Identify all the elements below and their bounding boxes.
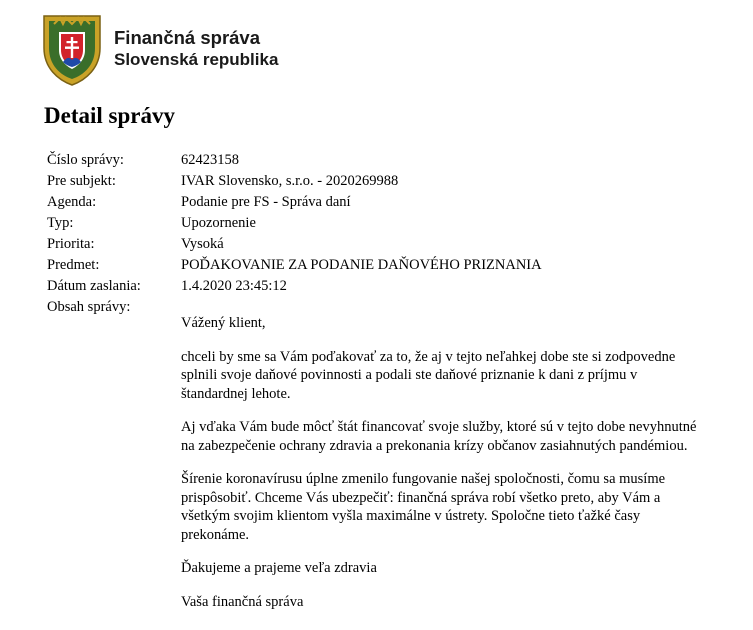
meta-row-topic (47, 255, 542, 276)
meta-label: Agenda: (47, 194, 97, 210)
meta-row-subject (47, 171, 542, 192)
message-paragraph: chceli by sme sa Vám poďakovať za to, že aj v tejto neľahkej dobe ste si zodpovedne splnili svoje daňové povinnosti a podali ste daňové priznanie k dani z príjmu v štandardnej lehote. (181, 348, 676, 402)
meta-label: Predmet: (47, 257, 100, 273)
meta-row-date (47, 276, 542, 297)
message-paragraph: Aj vďaka Vám bude môcť štát financovať svoje služby, ktoré sú v tejto dobe nevyhnutné na zabezpečenie ochrany zdravia a prekonania krízy občanov zasiahnutých pandémiou. (181, 419, 697, 454)
message-signature: Vaša finančná správa (181, 593, 304, 610)
meta-label: Priorita: (47, 236, 95, 252)
meta-label: Číslo správy: (47, 152, 124, 168)
meta-row-type (47, 213, 542, 234)
message-metadata (47, 150, 542, 318)
meta-value: Upozornenie (181, 215, 256, 231)
country-name: Slovenská republika (114, 49, 279, 69)
meta-row-priority (47, 234, 542, 255)
message-greeting: Vážený klient, (181, 315, 266, 331)
meta-label: Dátum zaslania: (47, 278, 141, 294)
meta-value: 62423158 (181, 152, 239, 168)
message-paragraph: Šírenie koronavírusu úplne zmenilo fungovanie našej spoločnosti, čomu sa musíme prispôsobiť. Chceme Vás ubezpečiť: finančná správa robí všetko preto, aby Vám a všetkým svojim klientom vyšla maximálne v ústrety. Spoločne tieto ťažké časy prekonáme. (181, 471, 666, 543)
message-body (181, 314, 701, 626)
meta-value: Podanie pre FS - Správa daní (181, 194, 351, 210)
page-title: Detail správy (44, 103, 175, 128)
meta-label: Typ: (47, 215, 74, 231)
meta-value: Vysoká (181, 236, 224, 252)
financna-sprava-emblem-icon (40, 10, 104, 86)
meta-value: IVAR Slovensko, s.r.o. - 2020269988 (181, 173, 399, 189)
org-name: Finančná správa (114, 26, 261, 48)
meta-value: POĎAKOVANIE ZA PODANIE DAŇOVÉHO PRIZNANIA (181, 257, 542, 273)
brand-text (114, 27, 278, 70)
header (40, 10, 278, 86)
meta-row-agenda (47, 192, 542, 213)
meta-label: Pre subjekt: (47, 173, 116, 189)
meta-label: Obsah správy: (47, 299, 131, 315)
meta-row-number (47, 150, 542, 171)
message-closing: Ďakujeme a prajeme veľa zdravia (181, 560, 377, 576)
meta-value: 1.4.2020 23:45:12 (181, 278, 287, 294)
